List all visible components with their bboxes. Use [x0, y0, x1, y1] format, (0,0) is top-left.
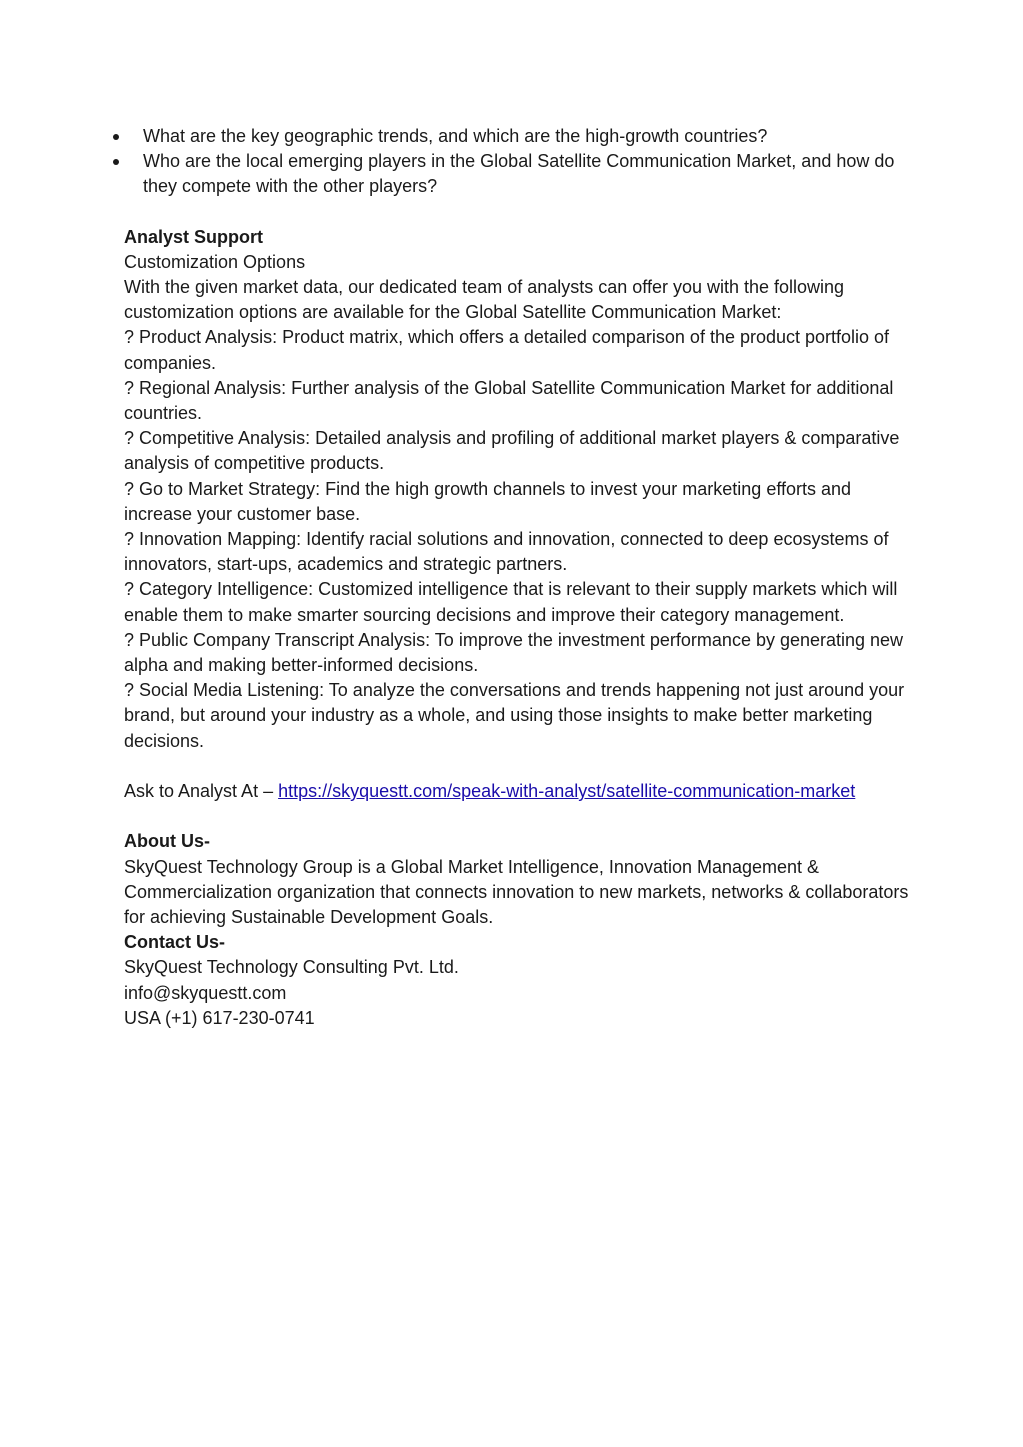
customization-option: ? Product Analysis: Product matrix, which offers a detailed comparison of the product portfolio of companies.	[124, 327, 890, 373]
speak-with-analyst-link[interactable]: https://skyquestt.com/speak-with-analyst/satellite-communication-market	[278, 781, 856, 802]
list-item-text: What are the key geographic trends, and which are the high-growth countries?	[143, 126, 768, 146]
bullet-icon	[113, 159, 119, 165]
contact-company: SkyQuest Technology Consulting Pvt. Ltd.	[124, 957, 459, 978]
customization-options-subheading: Customization Options	[124, 251, 306, 272]
paragraph-spacer	[124, 754, 914, 779]
ask-analyst-line	[124, 779, 914, 804]
question-list	[124, 124, 914, 200]
customization-intro: With the given market data, our dedicated team of analysts can offer you with the following customization options are available for the Global Satellite Communication Market:	[124, 277, 845, 323]
customization-option: ? Innovation Mapping: Identify racial solutions and innovation, connected to deep ecosystems of innovators, start-ups, academics and strategic partners.	[124, 529, 889, 575]
contact-email: info@skyquestt.com	[124, 982, 287, 1003]
list-item	[124, 149, 914, 199]
customization-option: ? Regional Analysis: Further analysis of the Global Satellite Communication Market for additional countries.	[124, 377, 894, 424]
customization-option: ? Public Company Transcript Analysis: To improve the investment performance by generating new alpha and making better-informed decisions.	[124, 629, 904, 676]
list-item-text: Who are the local emerging players in the Global Satellite Communication Market, and how do they compete with the other players?	[143, 151, 895, 197]
customization-option: ? Category Intelligence: Customized intelligence that is relevant to their supply markets which will enable them to make smarter sourcing decisions and improve their category management.	[124, 579, 898, 625]
list-item	[124, 124, 914, 149]
about-us-text: SkyQuest Technology Group is a Global Market Intelligence, Innovation Management & Commercialization organization that connects innovation to new markets, networks & collaborators for achieving Sustainable Development Goals.	[124, 856, 909, 928]
analyst-support-heading: Analyst Support	[124, 226, 264, 247]
customization-option: ? Social Media Listening: To analyze the conversations and trends happening not just around your brand, but around your industry as a whole, and using those insights to make better marketing decisions.	[124, 680, 905, 751]
paragraph-spacer	[124, 804, 914, 829]
ask-analyst-label: Ask to Analyst At –	[124, 781, 279, 802]
customization-option: ? Go to Market Strategy: Find the high growth channels to invest your marketing efforts and increase your customer base.	[124, 478, 852, 524]
bullet-icon	[113, 134, 119, 140]
contact-phone: USA (+1) 617-230-0741	[124, 1007, 315, 1028]
document-body	[124, 124, 914, 1031]
about-us-heading: About Us-	[124, 831, 210, 852]
customization-option: ? Competitive Analysis: Detailed analysis and profiling of additional market players & comparative analysis of competitive products.	[124, 428, 900, 474]
contact-us-heading: Contact Us-	[124, 932, 226, 953]
